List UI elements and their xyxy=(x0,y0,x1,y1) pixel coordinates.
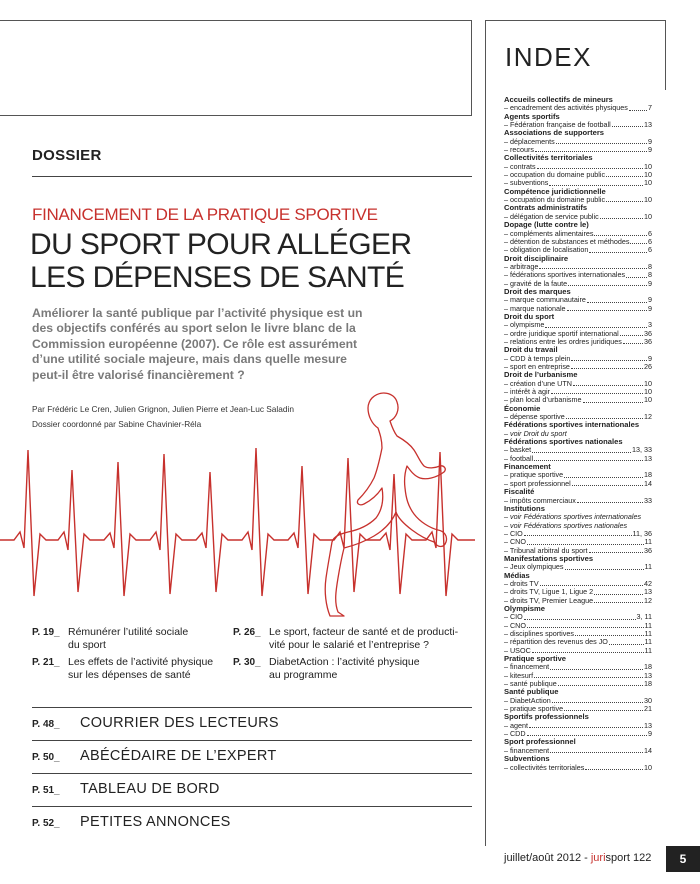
index-category: Sportifs professionnels xyxy=(504,712,589,722)
index-category: Sport professionnel xyxy=(504,737,576,747)
index-entry-label: – encadrement des activités physiques xyxy=(504,103,628,113)
section-page: P. 51_ xyxy=(32,785,60,796)
index-entry-label: – Fédération française de football xyxy=(504,120,611,130)
index-leader-dots xyxy=(573,380,643,386)
index-category: Associations de supporters xyxy=(504,128,605,138)
index-leader-dots xyxy=(527,538,644,544)
index-entry-page: 3 xyxy=(648,320,652,330)
toc-title: Le sport, facteur de santé et de producti- vité pour le salarié et l’entreprise ? xyxy=(269,626,459,651)
index-entry-label: – droits TV, Ligue 1, Ligue 2 xyxy=(504,587,594,597)
index-category: Économie xyxy=(504,403,541,413)
toc-page: P. 19_ xyxy=(32,627,60,638)
index-entry-page: 10 xyxy=(644,170,652,180)
section-page: P. 48_ xyxy=(32,719,60,730)
index-entry-label: – pratique sportive xyxy=(504,704,564,714)
section-title: PETITES ANNONCES xyxy=(80,814,231,830)
index-entry-label: – contrats xyxy=(504,161,536,171)
index-entry-page: 13 xyxy=(644,453,652,463)
index-entry[interactable] xyxy=(504,722,652,730)
index-leader-dots xyxy=(529,722,643,728)
toc-title: Rémunérer l’utilité sociale du sport xyxy=(68,626,189,651)
top-frame xyxy=(0,20,472,116)
index-leader-dots xyxy=(620,330,643,336)
index-category: Manifestations sportives xyxy=(504,553,594,563)
index-entry-page: 10 xyxy=(644,387,652,397)
index-leader-dots xyxy=(629,104,647,110)
index-category: Institutions xyxy=(504,503,545,513)
index-entry-page: 3, 11 xyxy=(636,612,652,622)
article-title-line: LES DÉPENSES DE SANTÉ xyxy=(30,261,405,294)
index-leader-dots xyxy=(565,563,644,569)
index-entry-page: 12 xyxy=(644,595,652,605)
index-leader-dots xyxy=(537,163,643,169)
index-entry-label: – basket xyxy=(504,445,532,455)
index-entry-page: 9 xyxy=(648,353,652,363)
issue-date: juillet/août 2012 - xyxy=(504,852,591,864)
index-entry-label: – recours xyxy=(504,145,534,155)
toc-page: P. 30_ xyxy=(233,657,261,668)
index-entry-page: 9 xyxy=(648,295,652,305)
index-entry-label: – USOC xyxy=(504,645,531,655)
toc-page: P. 21_ xyxy=(32,657,60,668)
index-category: Fédérations sportives internationales xyxy=(504,420,640,430)
index-entry-label: – droits TV, Premier League xyxy=(504,595,594,605)
index-category: Compétence juridictionnelle xyxy=(504,186,606,196)
index-leader-dots xyxy=(566,413,643,419)
index-leader-dots xyxy=(606,196,643,202)
index-entry-page: 36 xyxy=(644,545,652,555)
index-leader-dots xyxy=(587,296,647,302)
index-leader-dots xyxy=(540,580,643,586)
index-entry-page: 33 xyxy=(644,495,652,505)
index-category: Collectivités territoriales xyxy=(504,153,593,163)
index-category: Dopage (lutte contre le) xyxy=(504,220,589,230)
index-entry-page: 8 xyxy=(648,270,652,280)
index-leader-dots xyxy=(575,630,644,636)
index-entry-page: 13 xyxy=(644,670,652,680)
index-leader-dots xyxy=(568,280,647,286)
index-entry-page: 36 xyxy=(644,328,652,338)
index-see-also: – voir Fédérations sportives internationales xyxy=(504,512,642,522)
index-leader-dots xyxy=(589,547,644,553)
index-entry-label: – olympisme xyxy=(504,320,545,330)
index-leader-dots xyxy=(600,213,643,219)
index-entry-page: 10 xyxy=(644,161,652,171)
index-entry-label: – Jeux olympiques xyxy=(504,562,564,572)
index-entry-label: – fédérations sportives internationales xyxy=(504,270,626,280)
index-leader-dots xyxy=(527,622,644,628)
index-leader-dots xyxy=(539,263,647,269)
toc-title: DiabetAction : l’activité physique au programme xyxy=(269,656,420,681)
toc-page: P. 26_ xyxy=(233,627,261,638)
index-entry-page: 18 xyxy=(644,470,652,480)
index-leader-dots xyxy=(630,238,647,244)
index-entry-label: – marque nationale xyxy=(504,303,566,313)
index-leader-dots xyxy=(524,613,636,619)
index-title: INDEX xyxy=(505,42,592,72)
index-entry-page: 11 xyxy=(644,562,652,572)
index-leader-dots xyxy=(564,471,643,477)
index-entry-label: – CDD à temps plein xyxy=(504,353,571,363)
index-entry-page: 10 xyxy=(644,395,652,405)
index-entry[interactable] xyxy=(504,613,652,621)
index-entry-page: 18 xyxy=(644,679,652,689)
heartbeat-line xyxy=(0,448,475,596)
index-leader-dots xyxy=(612,121,643,127)
index-category: Subventions xyxy=(504,754,550,764)
index-entry-label: – déplacements xyxy=(504,136,555,146)
section-link[interactable] xyxy=(32,806,472,840)
index-leader-dots xyxy=(594,588,643,594)
index-entry-page: 7 xyxy=(648,103,652,113)
index-entry-label: – disciplines sportives xyxy=(504,629,574,638)
index-entry-label: – intérêt à agir xyxy=(504,387,550,397)
index-entry-page: 42 xyxy=(644,578,652,588)
index-leader-dots xyxy=(577,497,643,503)
section-title: TABLEAU DE BORD xyxy=(80,781,220,797)
index-entry-page: 14 xyxy=(644,745,652,755)
index-leader-dots xyxy=(558,680,643,686)
index-category: Droit disciplinaire xyxy=(504,253,569,263)
index-entry-page: 6 xyxy=(648,245,652,255)
index-entry-label: – CDD xyxy=(504,729,526,739)
index-leader-dots xyxy=(606,171,643,177)
index-category: Pratique sportive xyxy=(504,654,567,664)
index-entry-page: 30 xyxy=(644,695,652,705)
index-category: Droit de l’urbanisme xyxy=(504,370,578,380)
index-entry-label: – arbitrage xyxy=(504,261,539,271)
index-entry-label: – kitesurf xyxy=(504,670,534,680)
index-entry-label: – marque communautaire xyxy=(504,295,586,305)
section-link[interactable] xyxy=(32,740,472,774)
index-category: Droit du sport xyxy=(504,311,555,321)
index-leader-dots xyxy=(550,663,643,669)
index-entry-label: – occupation du domaine public xyxy=(504,170,606,180)
index-entry-page: 9 xyxy=(648,303,652,313)
index-leader-dots xyxy=(585,764,643,770)
index-entry-page: 10 xyxy=(644,211,652,221)
index-entry-page: 6 xyxy=(648,228,652,238)
index-entry-page: 11 xyxy=(644,620,652,630)
index-entry-page: 8 xyxy=(648,261,652,271)
index-entry-label: – sport professionnel xyxy=(504,478,571,488)
magazine-name-prefix: juri xyxy=(590,852,606,864)
index-entry-label: – collectivités territoriales xyxy=(504,762,585,772)
index-category: Médias xyxy=(504,570,530,580)
index-entry-label: – plan local d’urbanisme xyxy=(504,395,582,405)
index-category: Financement xyxy=(504,462,551,472)
index-leader-dots xyxy=(609,638,644,644)
page-number: 5 xyxy=(666,846,700,872)
section-label: DOSSIER xyxy=(32,147,102,164)
index-entry-label: – football xyxy=(504,453,534,463)
index-entry-page: 11, 36 xyxy=(632,528,652,538)
index-entry-page: 13, 33 xyxy=(632,445,652,455)
index-leader-dots xyxy=(524,530,632,536)
index-entry-page: 11 xyxy=(644,629,652,638)
index-entry-page: 10 xyxy=(644,195,652,205)
index-category: Accueils collectifs de mineurs xyxy=(504,95,613,104)
index-leader-dots xyxy=(572,480,643,486)
index-leader-dots xyxy=(551,388,643,394)
index-entry-page: 26 xyxy=(644,362,652,371)
index-leader-dots xyxy=(571,355,647,361)
index-list xyxy=(504,96,652,772)
index-entry-page: 21 xyxy=(644,704,652,714)
coordinator: Dossier coordonné par Sabine Chavinier-Réla xyxy=(32,419,202,429)
index-entry-page: 36 xyxy=(644,336,652,346)
index-entry-label: – répartition des revenus des JO xyxy=(504,637,608,647)
index-entry-page: 10 xyxy=(644,178,652,188)
magazine-name-suffix: sport 122 xyxy=(605,852,652,864)
index-entry-page: 11 xyxy=(644,645,652,655)
index-leader-dots xyxy=(594,597,643,603)
section-page: P. 52_ xyxy=(32,818,60,829)
index-leader-dots xyxy=(571,363,643,369)
index-leader-dots xyxy=(623,338,643,344)
index-see-also: – voir Droit du sport xyxy=(504,428,567,438)
index-entry-label: – détention de substances et méthodes xyxy=(504,236,630,246)
index-leader-dots xyxy=(534,672,643,678)
section-page: P. 50_ xyxy=(32,752,60,763)
index-leader-dots xyxy=(567,305,647,311)
article-lead: Améliorer la santé publique par l’activité physique est un des objectifs conférés au sport selon le livre blanc de la Commission européenne (2007). Ce rôle est assurément d’une utilité sociale majeure, mais dans quelle mesure peut-il être valorisé financièrement ? xyxy=(32,306,363,382)
footer-issue xyxy=(504,852,651,864)
index-entry-page: 18 xyxy=(644,662,652,672)
article-title-line: DU SPORT POUR ALLÉGER xyxy=(30,228,412,261)
index-entry-label: – DiabetAction xyxy=(504,695,551,705)
index-leader-dots xyxy=(534,455,643,461)
index-entry-label: – relations entre les ordres juridiques xyxy=(504,336,622,346)
index-leader-dots xyxy=(589,246,647,252)
index-leader-dots xyxy=(532,446,631,452)
index-leader-dots xyxy=(564,705,643,711)
index-entry-label: – CNO xyxy=(504,537,526,547)
index-category: Droit des marques xyxy=(504,286,571,296)
index-entry-label: – CIO xyxy=(504,528,523,538)
index-leader-dots xyxy=(550,747,643,753)
index-entry-label: – obligation de localisation xyxy=(504,245,589,255)
index-entry-label: – pratique sportive xyxy=(504,470,564,480)
index-entry-label: – occupation du domaine public xyxy=(504,195,606,205)
index-category: Agents sportifs xyxy=(504,111,560,121)
index-entry-page: 13 xyxy=(644,120,652,130)
section-link[interactable] xyxy=(32,773,472,807)
index-leader-dots xyxy=(626,271,647,277)
index-leader-dots xyxy=(552,697,643,703)
index-leader-dots xyxy=(556,138,647,144)
index-entry-page: 9 xyxy=(648,145,652,155)
index-entry-page: 12 xyxy=(644,412,652,422)
index-category: Fédérations sportives nationales xyxy=(504,437,623,447)
index-entry-label: – agent xyxy=(504,720,528,730)
index-category: Fiscalité xyxy=(504,487,535,497)
heartbeat-runner-illustration xyxy=(0,390,475,620)
index-entry-label: – subventions xyxy=(504,178,549,188)
index-entry-label: – Tribunal arbitral du sport xyxy=(504,545,588,555)
authors: Par Frédéric Le Cren, Julien Grignon, Julien Pierre et Jean-Luc Saladin xyxy=(32,404,294,414)
runner-silhouette-icon xyxy=(325,393,446,616)
index-entry-page: 10 xyxy=(644,378,652,388)
index-leader-dots xyxy=(583,396,643,402)
index-entry-label: – dépense sportive xyxy=(504,412,565,422)
index-entry-page: 11 xyxy=(644,537,652,547)
index-entry-label: – CNO xyxy=(504,620,526,630)
toc-title: Les effets de l’activité physique sur les dépenses de santé xyxy=(68,656,214,681)
index-entry-label: – délégation de service public xyxy=(504,211,599,221)
index-leader-dots xyxy=(549,179,643,185)
index-entry-page: 14 xyxy=(644,478,652,488)
index-entry-page: 9 xyxy=(648,136,652,146)
index-entry-page: 10 xyxy=(644,762,652,772)
index-entry-page: 11 xyxy=(644,637,652,647)
index-leader-dots xyxy=(594,230,647,236)
index-entry[interactable] xyxy=(504,764,652,772)
index-entry-label: – ordre juridique sportif international xyxy=(504,328,619,338)
article-kicker: FINANCEMENT DE LA PRATIQUE SPORTIVE xyxy=(32,205,378,224)
index-entry-page: 13 xyxy=(644,720,652,730)
section-title: COURRIER DES LECTEURS xyxy=(80,715,279,731)
index-entry-page: 9 xyxy=(648,729,652,739)
index-entry-label: – santé publique xyxy=(504,679,557,689)
index-entry-page: 6 xyxy=(648,236,652,246)
index-entry-label: – impôts commerciaux xyxy=(504,495,576,505)
index-category: Contrats administratifs xyxy=(504,203,588,213)
index-category: Droit du travail xyxy=(504,345,558,355)
index-leader-dots xyxy=(527,730,647,736)
index-entry-label: – gravité de la faute xyxy=(504,278,568,288)
index-category: Olympisme xyxy=(504,603,545,613)
index-leader-dots xyxy=(532,647,644,653)
index-entry-label: – création d’une UTN xyxy=(504,378,572,388)
index-entry-label: – droits TV xyxy=(504,578,539,588)
index-entry-label: – compléments alimentaires xyxy=(504,228,594,238)
index-entry-label: – sport en entreprise xyxy=(504,362,570,371)
index-leader-dots xyxy=(535,146,647,152)
index-entry-page: 9 xyxy=(648,278,652,288)
index-category: Santé publique xyxy=(504,687,559,697)
index-entry[interactable] xyxy=(504,530,652,538)
index-see-also: – voir Fédérations sportives nationales xyxy=(504,520,628,530)
index-entry-page: 13 xyxy=(644,587,652,597)
divider xyxy=(32,176,472,177)
index-entry-label: – financement xyxy=(504,745,550,755)
section-title: ABÉCÉDAIRE DE L’EXPERT xyxy=(80,748,277,764)
index-entry-label: – CIO xyxy=(504,612,523,622)
index-entry-label: – financement xyxy=(504,662,550,672)
section-link[interactable] xyxy=(32,707,472,741)
index-leader-dots xyxy=(545,321,647,327)
article-title xyxy=(30,228,411,294)
